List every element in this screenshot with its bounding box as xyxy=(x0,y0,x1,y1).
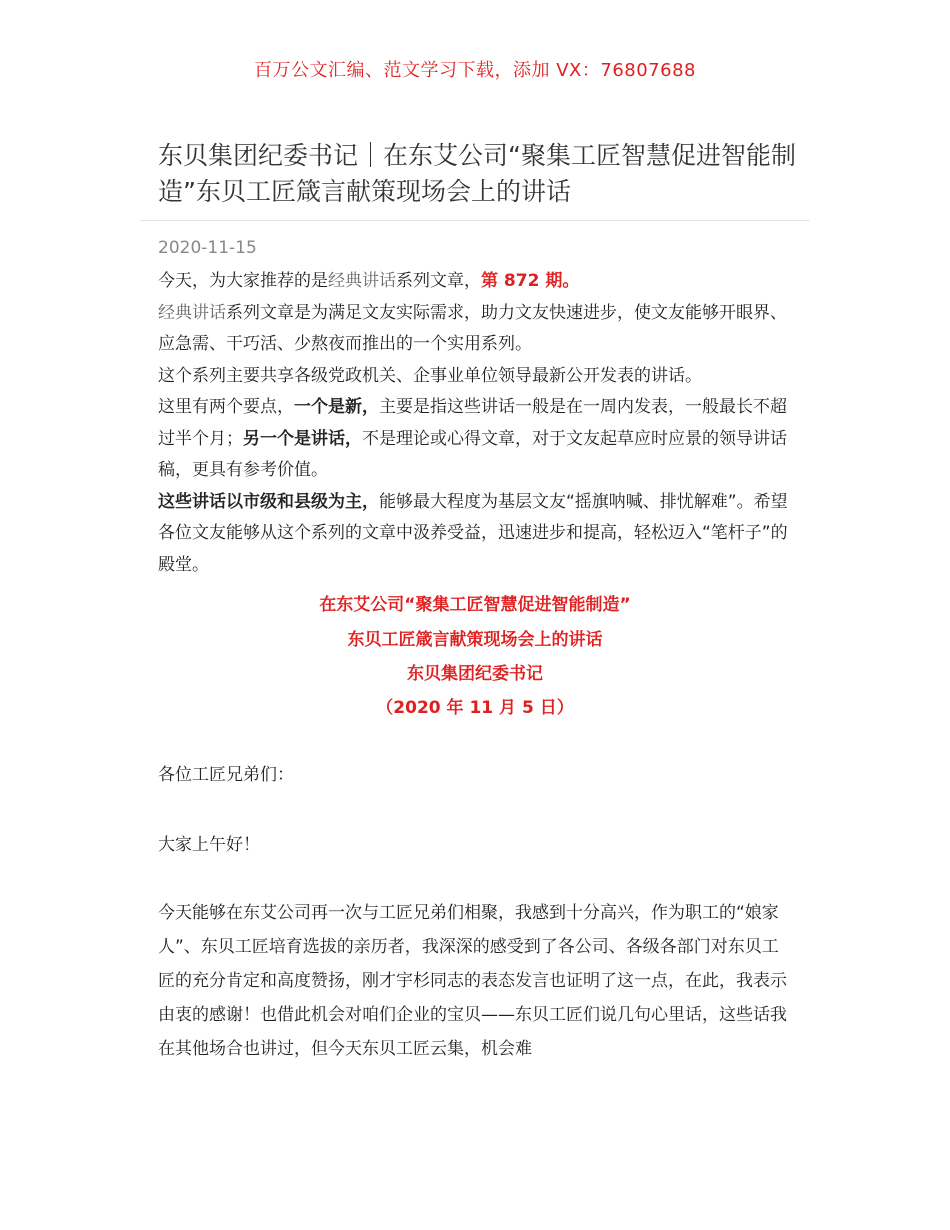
salutation: 各位工匠兄弟们： xyxy=(158,765,294,785)
speech-heading-line-1: 在东艾公司“聚集工匠智慧促进智能制造” xyxy=(319,595,631,615)
intro-paragraph-4 xyxy=(158,392,794,487)
speech-heading-line-2: 东贝工匠箴言献策现场会上的讲话 xyxy=(347,630,603,650)
intro-paragraph-1 xyxy=(158,266,794,298)
intro-text: 主要是指这些讲话一般是在一周内发表，一般最长不超过半个月； xyxy=(158,397,787,449)
speech-date: （2020 年 11 月 5 日） xyxy=(376,698,574,718)
intro-text: 今天，为大家推荐的是 xyxy=(158,271,328,291)
issue-number: 第 872 期。 xyxy=(481,271,580,291)
title-divider xyxy=(140,220,810,221)
greeting: 大家上午好！ xyxy=(158,835,260,855)
watermark-banner: 百万公文汇编、范文学习下载，添加 VX：76807688 xyxy=(254,60,696,81)
intro-paragraph-5 xyxy=(158,487,794,582)
publish-date: 2020-11-15 xyxy=(158,238,257,258)
key-point-speech: 另一个是讲话， xyxy=(243,428,362,449)
intro-text: 不是理论或心得文章，对于文友起草应时应景的领导讲话稿，更具有参考价值。 xyxy=(158,428,787,480)
article-title: 东贝集团纪委书记｜在东艾公司“聚集工匠智慧促进智能制造”东贝工匠箴言献策现场会上的讲话 xyxy=(158,141,796,206)
series-intro xyxy=(158,266,794,581)
body-paragraph-1: 今天能够在东艾公司再一次与工匠兄弟们相聚，我感到十分高兴，作为职工的“娘家人”、东贝工匠培育选拔的亲历者，我深深的感受到了各公司、各级各部门对东贝工匠的充分肯定和高度赞扬，刚才宇杉同志的表态发言也证明了这一点，在此，我表示由衷的感谢！也借此机会对咱们企业的宝贝——东贝工匠们说几句心里话，这些话我在其他场合也讲过，但今天东贝工匠云集，机会难 xyxy=(158,903,787,1059)
intro-paragraph-3: 这个系列主要共享各级党政机关、企事业单位领导最新公开发表的讲话。 xyxy=(158,365,702,386)
intro-text: 系列文章是为满足文友实际需求，助力文友快速进步，使文友能够开眼界、应急需、干巧活、少熬夜而推出的一个实用系列。 xyxy=(158,302,787,354)
intro-text: 这里有两个要点， xyxy=(158,397,294,417)
key-point-new: 一个是新， xyxy=(294,397,379,417)
series-name: 经典讲话 xyxy=(158,302,226,323)
key-point-level: 这些讲话以市级和县级为主， xyxy=(158,491,379,512)
intro-text: 能够最大程度为基层文友“摇旗呐喊、排忧解难”。希望各位文友能够从这个系列的文章中汲养受益，迅速进步和提高，轻松迈入“笔杆子”的殿堂。 xyxy=(158,491,788,575)
intro-text: 系列文章， xyxy=(396,271,481,291)
series-name: 经典讲话 xyxy=(328,271,396,291)
intro-paragraph-2 xyxy=(158,298,794,361)
speech-author: 东贝集团纪委书记 xyxy=(407,664,543,684)
